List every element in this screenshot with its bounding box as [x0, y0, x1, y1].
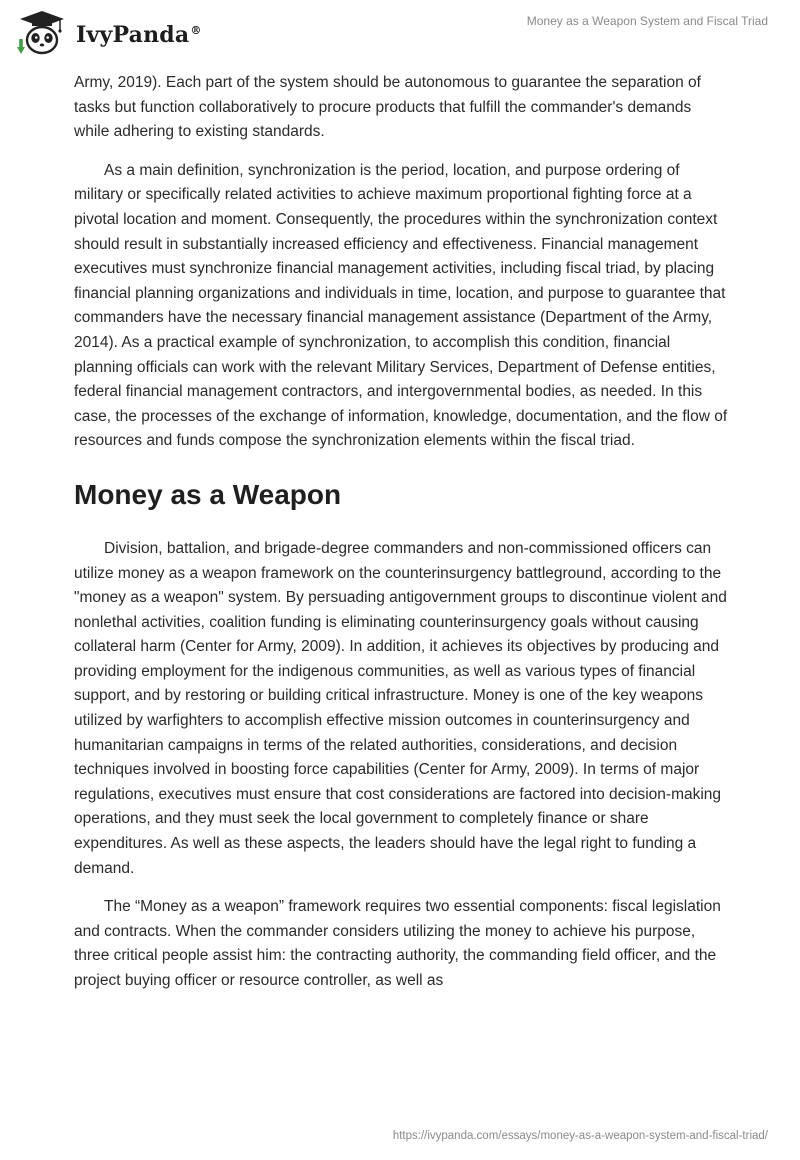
paragraph-money-weapon: Division, battalion, and brigade-degree commanders and non-commissioned officers can utilize money as a weapon framework on the counterinsurgency battleground, according to the "money as a weapon" system. By persuading antigovernment groups to discontinue violent and nonlethal activities, coalition funding is eliminating counterinsurgency goals without causing collateral harm (Center for Army, 2009). In addition, it achieves its objectives by producing and providing employment for the indigenous communities, as well as various types of financial support, and by restoring or building critical infrastructure. Money is one of the key weapons utilized by warfighters to accomplish effective mission outcomes in counterinsurgency and humanitarian campaigns in terms of the related authorities, considerations, and decision techniques involved in boosting force capabilities (Center for Army, 2009). In terms of major regulations, executives must ensure that cost considerations are factored into decision-making operations, and they must seek the local government to completely finance or share expenditures. As well as these aspects, the leaders should have the legal right to funding a demand. — [74, 539, 727, 877]
essay-content — [74, 71, 728, 1008]
brand-logo[interactable] — [14, 8, 202, 58]
document-title: Money as a Weapon System and Fiscal Triad — [526, 14, 768, 28]
brand-name: IvyPanda® — [76, 22, 202, 48]
paragraph-continuation: Army, 2019). Each part of the system should be autonomous to guarantee the separation of tasks but function collaboratively to procure products that fulfill the commander's demands while adhering to existing standards. — [74, 74, 701, 141]
page-header — [0, 0, 800, 70]
registered-mark: ® — [190, 23, 202, 37]
paragraph-framework: The “Money as a weapon” framework requires two essential components: fiscal legislation and contracts. When the commander considers utilizing the money to achieve his purpose, three critical people assist him: the contracting authority, the commanding field officer, and the project buying officer or resource controller, as well as — [74, 898, 721, 989]
panda-logo-icon — [14, 8, 70, 58]
section-heading: Money as a Weapon — [74, 478, 342, 510]
source-url-link[interactable]: https://ivypanda.com/essays/money-as-a-weapon-system-and-fiscal-triad/ — [392, 1130, 768, 1142]
paragraph-synchronization: As a main definition, synchronization is the period, location, and purpose ordering of military or specifically related activities to achieve maximum proportional fighting force at a pivotal location and moment. Consequently, the procedures within the synchronization context should result in substantially increased efficiency and effectiveness. Financial management executives must synchronize financial management activities, including fiscal triad, by placing financial planning organizations and individuals in time, location, and purpose to guarantee that commanders have the necessary financial management assistance (Department of the Army, 2014). As a practical example of synchronization, to accomplish this condition, financial planning officials can work with the relevant Military Services, Department of Defense entities, federal financial management contractors, and intergovernmental bodies, as needed. In this case, the processes of the exchange of information, knowledge, documentation, and the flow of resources and funds compose the synchronization elements within the fiscal triad. — [74, 161, 728, 450]
